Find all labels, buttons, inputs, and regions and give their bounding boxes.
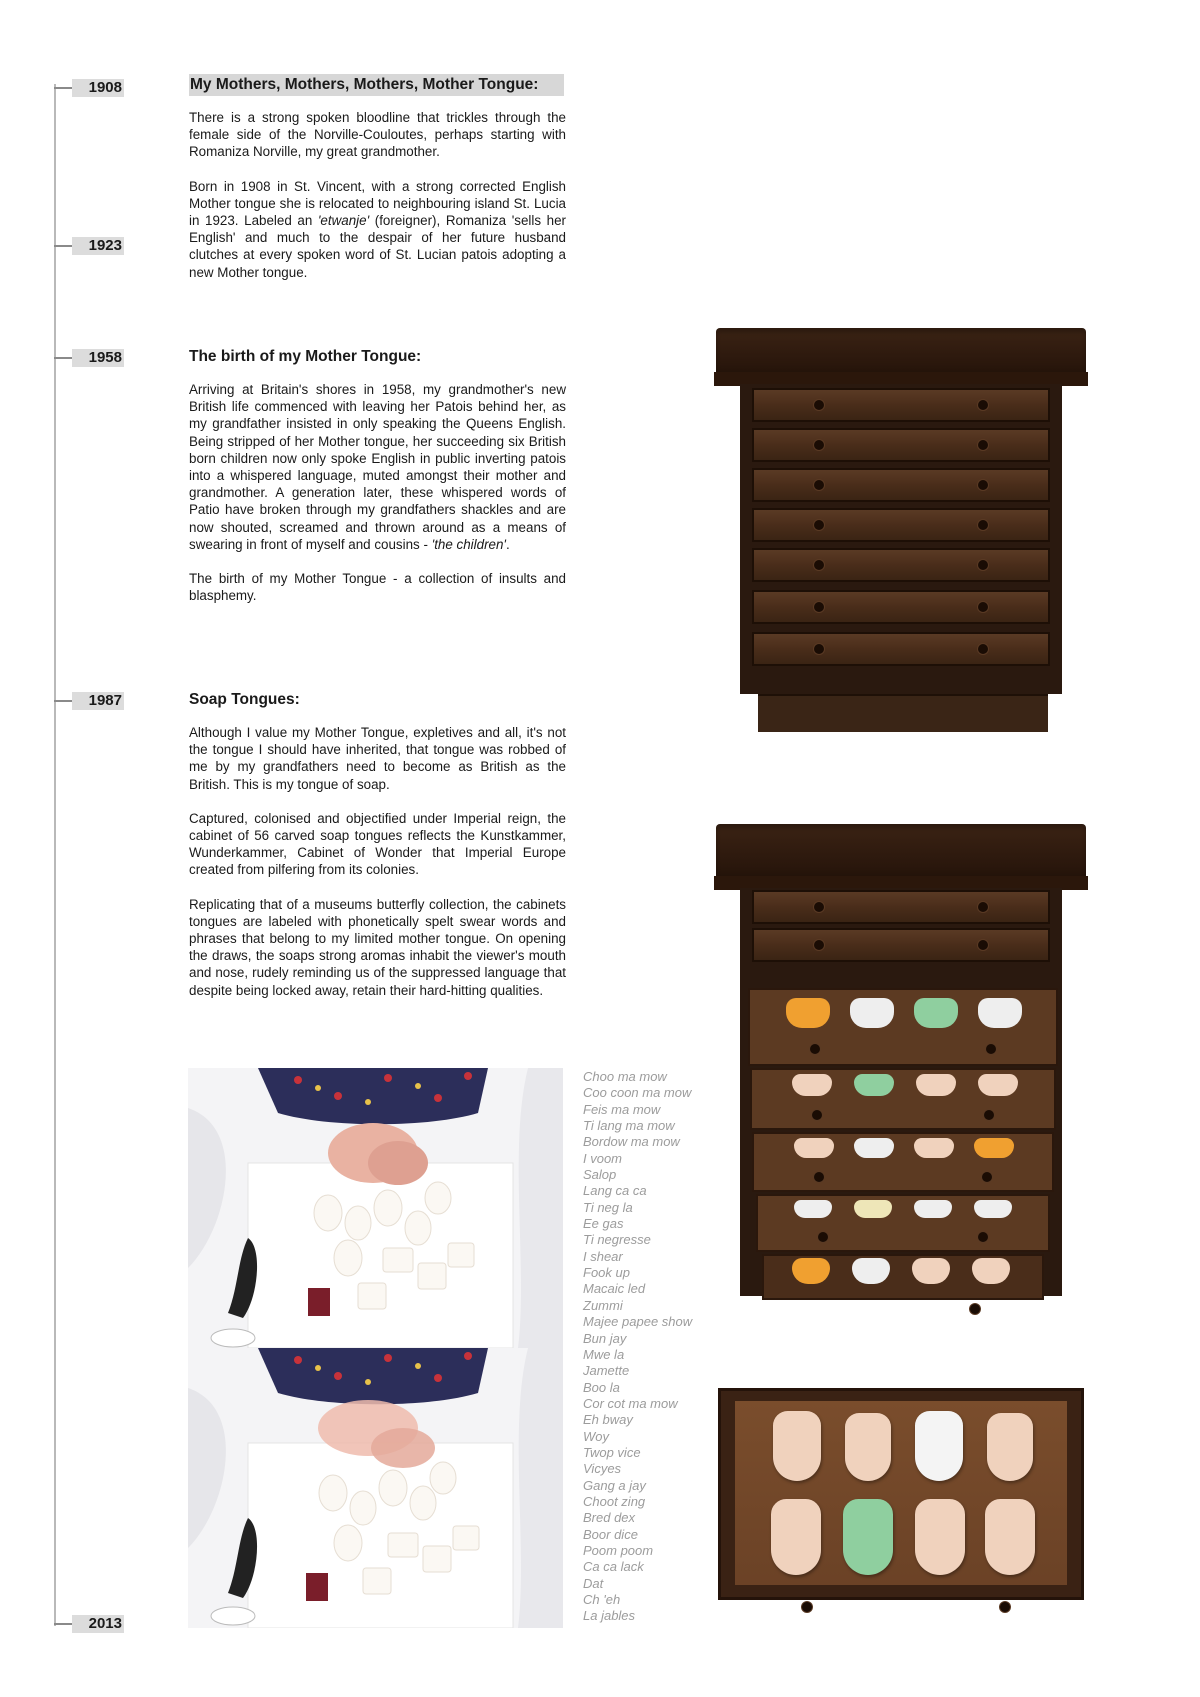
timeline-tick <box>54 700 72 702</box>
soap-tongue <box>914 998 958 1028</box>
cabinet-body <box>740 384 1062 694</box>
soap-tongue <box>914 1138 954 1158</box>
drawer-knob <box>810 1044 820 1054</box>
drawer-knob <box>818 1232 828 1242</box>
drawer-knob <box>814 440 824 450</box>
drawer-knob <box>978 1232 988 1242</box>
soap-tongue <box>912 1258 950 1284</box>
soap-tongue <box>786 998 830 1028</box>
swear-word: Bun jay <box>583 1330 627 1346</box>
drawer-knob <box>814 480 824 490</box>
swear-word: Bred dex <box>583 1510 636 1526</box>
cabinet-open-photo <box>712 818 1092 1318</box>
soap-tongue <box>914 1200 952 1218</box>
drawer-knob <box>978 440 988 450</box>
soap-tongue <box>978 1074 1018 1096</box>
timeline-year-label: 1987 <box>72 692 124 710</box>
swear-word: Choot zing <box>583 1493 646 1509</box>
cabinet-top <box>716 824 1086 884</box>
section-soap-tongues <box>189 690 566 999</box>
open-drawer <box>762 1254 1044 1300</box>
timeline-tick <box>54 1623 72 1625</box>
paragraph-italic: 'etwanje' <box>317 213 370 229</box>
drawer-knob <box>814 902 824 912</box>
swear-word: Dat <box>583 1575 604 1591</box>
soap-tongue <box>850 998 894 1028</box>
drawer-knob <box>978 560 988 570</box>
drawer-knob <box>814 560 824 570</box>
cabinet-drawer <box>752 632 1050 666</box>
open-drawer <box>752 1132 1054 1192</box>
swear-word: Ti lang ma mow <box>583 1118 675 1134</box>
paragraph: Although I value my Mother Tongue, expletives and all, it's not the tongue I should have inherited, that tongue was robbed of me by my grandfathers need to become as British as the British. This is my tongue of soap. <box>189 725 566 792</box>
timeline-year-1958 <box>54 349 124 367</box>
open-drawer <box>756 1194 1050 1252</box>
swear-word: Bordow ma mow <box>583 1134 680 1150</box>
paragraph <box>189 178 566 281</box>
soap-tongue <box>854 1200 892 1218</box>
cabinet-drawer <box>752 890 1050 924</box>
paragraph-text: Born in 1908 in St. Vincent, with a strong corrected English Mother tongue she is relocated to neighbouring island St. Lucia in 1923. Labeled an <box>189 178 566 229</box>
drawer-knob <box>814 1172 824 1182</box>
section-heading: Soap Tongues: <box>189 691 300 708</box>
section-birth-of-mother-tongue <box>189 347 566 604</box>
timeline-tick <box>54 245 72 247</box>
performance-photo-graphic <box>188 1348 563 1628</box>
drawer-knob <box>814 400 824 410</box>
soap-tongue <box>845 1413 891 1481</box>
drawer-knob <box>978 480 988 490</box>
paragraph: There is a strong spoken bloodline that trickles through the female side of the Norville-Couloutes, perhaps starting with Romaniza Norville, my great grandmother. <box>189 110 566 160</box>
swear-word: Boor dice <box>583 1526 638 1542</box>
soap-tongue <box>843 1499 893 1575</box>
paragraph: The birth of my Mother Tongue - a collection of insults and blasphemy. <box>189 571 566 604</box>
drawer-knob <box>978 940 988 950</box>
open-drawer <box>750 1068 1056 1130</box>
drawer-knob <box>978 602 988 612</box>
section-heading: The birth of my Mother Tongue: <box>189 348 422 365</box>
drawer-knob <box>1000 1602 1010 1612</box>
drawer-knob <box>814 602 824 612</box>
drawer-knob <box>978 902 988 912</box>
drawer-knob <box>814 644 824 654</box>
drawer-knob <box>812 1110 822 1120</box>
drawer-knob <box>986 1044 996 1054</box>
performance-photo-graphic <box>188 1068 563 1348</box>
swear-word: Eh bway <box>583 1412 633 1428</box>
timeline-year-1923 <box>54 237 124 255</box>
paragraph: Replicating that of a museums butterfly collection, the cabinets tongues are labeled with phonetically spelt swear words and phrases that belong to my limited mother tongue. On opening the draws, the soaps strong aromas inhabit the viewer's mouth and nose, rudely reminding us of the suppressed language that despite being locked away, retain their hard-hitting qualities. <box>189 896 566 998</box>
drawer-knob <box>814 520 824 530</box>
paragraph-text: Arriving at Britain's shores in 1958, my grandmother's new British life commenced with leaving her Patois behind her, as my grandfather insisted in only speaking the Queens English. Being stripped of her Mother tongue, her succeeding six British born children now only spoke English in public inverting patois into a whispered language, muted amongst their mother and grandmother. A generation later, these whispered words of Patio have broken through my grandfathers shackles and are now shouted, screamed and thrown around as a means of swearing in front of myself and cousins - <box>189 382 566 552</box>
swear-word: I shear <box>583 1248 623 1264</box>
timeline-year-label: 2013 <box>72 1615 124 1633</box>
swear-word: Twop vice <box>583 1444 641 1460</box>
swear-word: Vicyes <box>583 1461 622 1477</box>
timeline-year-label: 1923 <box>72 237 124 255</box>
performance-photo-top <box>188 1068 563 1348</box>
swear-word: Cor cot ma mow <box>583 1395 678 1411</box>
drawer-knob <box>984 1110 994 1120</box>
swear-word: Ee gas <box>583 1216 624 1232</box>
paragraph-text: . <box>505 536 510 552</box>
cabinet-drawer <box>752 428 1050 462</box>
soap-tongue <box>792 1074 832 1096</box>
soap-tongue <box>792 1258 830 1284</box>
paragraph-italic: 'the children' <box>431 536 506 552</box>
paragraph: Captured, colonised and objectified under Imperial reign, the cabinet of 56 carved soap tongues reflects the Kunstkammer, Wunderkammer, Cabinet of Wonder that Imperial Europe created from pilfering from its colonies. <box>189 810 566 878</box>
swear-word: Ti negresse <box>583 1232 651 1248</box>
timeline-tick <box>54 87 72 89</box>
swear-word: Macaic led <box>583 1281 646 1297</box>
swear-word: Ca ca lack <box>583 1559 644 1575</box>
soap-tongue <box>974 1200 1012 1218</box>
swear-word: Gang a jay <box>583 1477 646 1493</box>
swear-word: Ti neg la <box>583 1199 633 1215</box>
timeline-tick <box>54 357 72 359</box>
soap-tongue <box>794 1138 834 1158</box>
drawer-closeup-photo <box>712 1384 1092 1624</box>
soap-tongue <box>854 1138 894 1158</box>
drawer-interior <box>735 1401 1067 1585</box>
soap-tongue <box>985 1499 1035 1575</box>
timeline-year-label: 1908 <box>72 79 124 97</box>
cabinet-drawer <box>752 388 1050 422</box>
soap-tongue <box>854 1074 894 1096</box>
section-heading: My Mothers, Mothers, Mothers, Mother Tongue: <box>189 74 564 96</box>
soap-tongue <box>773 1411 821 1481</box>
cabinet-plinth <box>758 694 1048 732</box>
swear-word: Lang ca ca <box>583 1183 647 1199</box>
swear-word: Majee papee show <box>583 1314 693 1330</box>
swear-word: Jamette <box>583 1363 630 1379</box>
soap-tongue <box>978 998 1022 1028</box>
swear-word: Mwe la <box>583 1346 625 1362</box>
cabinet-drawer <box>752 508 1050 542</box>
cabinet-drawer <box>752 548 1050 582</box>
timeline-year-1987 <box>54 692 124 710</box>
drawer-frame <box>718 1388 1084 1600</box>
cabinet-drawer <box>752 468 1050 502</box>
swear-word: Boo la <box>583 1379 620 1395</box>
cabinet-drawer <box>752 928 1050 962</box>
drawer-knob <box>814 940 824 950</box>
soap-tongue <box>852 1258 890 1284</box>
soap-tongue <box>974 1138 1014 1158</box>
soap-tongue <box>987 1413 1033 1481</box>
swear-word: Fook up <box>583 1265 630 1281</box>
swear-word-list <box>583 1069 713 1625</box>
drawer-knob <box>802 1602 812 1612</box>
swear-word: Salop <box>583 1167 617 1183</box>
drawer-knob <box>970 1304 980 1314</box>
swear-word: I voom <box>583 1150 623 1166</box>
drawer-knob <box>978 520 988 530</box>
timeline-year-1908 <box>54 79 124 97</box>
soap-tongue <box>972 1258 1010 1284</box>
soap-tongue <box>916 1074 956 1096</box>
paragraph-text: (foreigner), Romaniza 'sells her English' and much to the despair of her future husband clutches at every spoken word of St. Lucian patois adopting a new Mother tongue. <box>189 213 566 280</box>
swear-word: Poom poom <box>583 1542 654 1558</box>
section-bloodline <box>189 74 566 281</box>
cabinet-closed-photo <box>712 322 1092 742</box>
swear-word: La jables <box>583 1608 636 1624</box>
swear-word: Ch 'eh <box>583 1592 621 1607</box>
soap-tongue <box>915 1499 965 1575</box>
soap-tongue <box>771 1499 821 1575</box>
drawer-knob <box>982 1172 992 1182</box>
performance-photo-bottom <box>188 1348 563 1628</box>
drawer-knob <box>978 644 988 654</box>
timeline-year-label: 1958 <box>72 349 124 367</box>
swear-word: Coo coon ma mow <box>583 1085 692 1101</box>
open-drawer <box>748 988 1058 1066</box>
swear-word: Woy <box>583 1428 609 1444</box>
soap-tongue <box>915 1411 963 1481</box>
swear-word: Feis ma mow <box>583 1101 661 1117</box>
timeline-year-2013 <box>54 1615 124 1633</box>
swear-word: Zummi <box>583 1297 623 1313</box>
paragraph <box>189 381 566 553</box>
drawer-knob <box>978 400 988 410</box>
timeline-line <box>54 84 56 1626</box>
swear-word: Choo ma mow <box>583 1069 667 1084</box>
soap-tongue <box>794 1200 832 1218</box>
cabinet-drawer <box>752 590 1050 624</box>
